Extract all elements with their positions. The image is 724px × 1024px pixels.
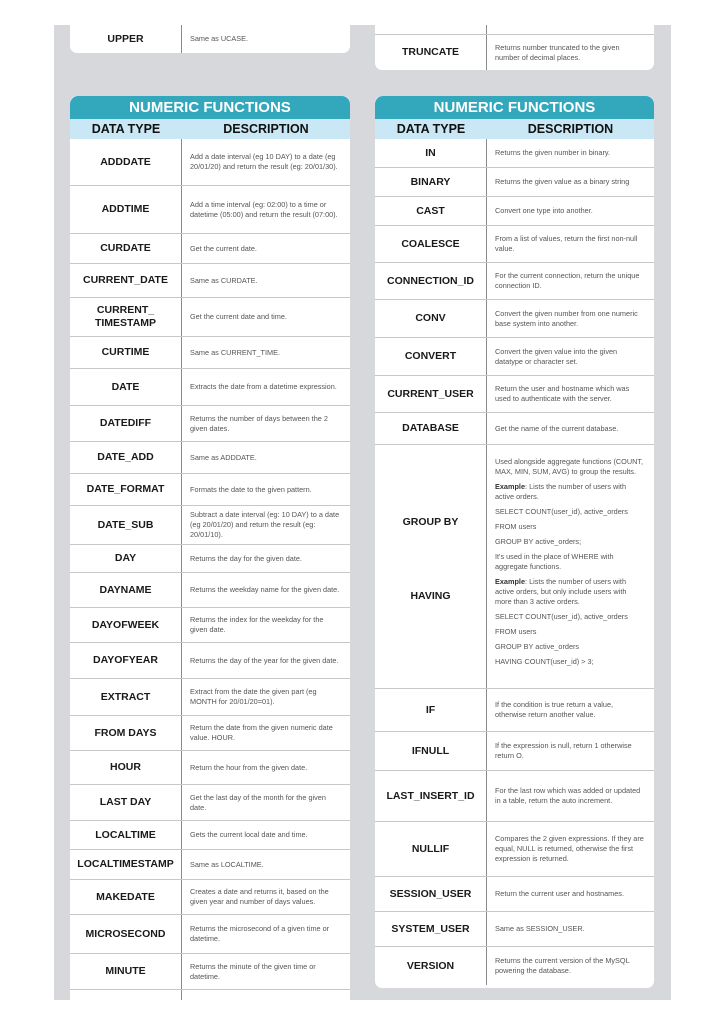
function-name: DAYNAME bbox=[70, 573, 182, 607]
function-description: Add a date interval (eg 10 DAY) to a date (eg 20/01/20) and return the result (eg: 20/01/30). bbox=[190, 152, 338, 171]
function-name: HOUR bbox=[70, 751, 182, 784]
function-description: Get the last day of the month for the given date. bbox=[190, 792, 326, 812]
function-description: Returns the weekday name for the given date. bbox=[190, 585, 340, 594]
function-description: For the last row which was added or updated in a table, return the auto increment. bbox=[495, 786, 641, 805]
function-name: SESSION_USER bbox=[375, 877, 487, 911]
function-name: FROM DAYS bbox=[70, 716, 182, 750]
function-name: DAY bbox=[70, 545, 182, 572]
function-name: ADDTIME bbox=[70, 186, 182, 233]
table-row bbox=[70, 915, 350, 954]
function-name: GROUP BY bbox=[402, 515, 459, 528]
table-body bbox=[375, 139, 654, 985]
function-description: If the expression is null, return 1 otherwise return O. bbox=[495, 741, 632, 760]
function-name: IN bbox=[375, 139, 487, 167]
table-body bbox=[70, 139, 350, 1000]
table-row bbox=[375, 168, 654, 197]
function-description: For the current connection, return the unique connection ID. bbox=[495, 271, 640, 290]
table-row bbox=[70, 954, 350, 990]
function-name: SYSTEM_USER bbox=[375, 912, 487, 946]
table-row bbox=[375, 689, 654, 732]
left-numeric-functions-table bbox=[70, 96, 350, 1000]
function-name: DAYOFYEAR bbox=[70, 643, 182, 678]
top-left-card bbox=[70, 25, 350, 53]
function-description: Returns number truncated to the given number of decimal places. bbox=[495, 42, 620, 62]
table-row bbox=[70, 298, 350, 337]
description-text: It's used in the place of WHERE with aggregate functions. bbox=[495, 552, 614, 571]
table-row bbox=[70, 716, 350, 751]
function-name: DATEDIFF bbox=[70, 406, 182, 441]
function-name-cut bbox=[375, 25, 487, 34]
code-line: GROUP BY active_orders bbox=[495, 642, 580, 651]
function-description: Same as CURDATE. bbox=[190, 275, 258, 285]
table-row bbox=[375, 338, 654, 376]
table-title: NUMERIC FUNCTIONS bbox=[70, 96, 350, 119]
function-name: CURTIME bbox=[70, 337, 182, 368]
function-name: CURRENT_ TIMESTAMP bbox=[70, 298, 182, 336]
function-name: DATE_SUB bbox=[70, 506, 182, 544]
function-description-cut bbox=[487, 25, 654, 34]
table-row bbox=[375, 226, 654, 263]
function-name: DATE_ADD bbox=[70, 442, 182, 473]
table-row bbox=[70, 234, 350, 264]
function-description: Convert one type into another. bbox=[495, 206, 593, 215]
function-description: Convert the given number from one numeric base system into another. bbox=[495, 308, 638, 328]
function-description bbox=[487, 445, 654, 688]
function-description: Same as SESSION_USER. bbox=[495, 924, 585, 933]
table-row bbox=[70, 186, 350, 234]
function-description: Creates a date and returns it, based on the given year and number of days values. bbox=[190, 887, 329, 906]
function-name: EXTRACT bbox=[70, 679, 182, 715]
table-row bbox=[375, 139, 654, 168]
function-description: Extract from the date the given part (eg MONTH for 20/01/20=01). bbox=[190, 687, 317, 706]
column-header-description: DESCRIPTION bbox=[223, 122, 309, 136]
function-description: Return the user and hostname which was used to authenticate with the server. bbox=[495, 384, 630, 403]
table-row bbox=[375, 732, 654, 771]
function-name: CURRENT_USER bbox=[375, 376, 487, 412]
function-name: DAYOFWEEK bbox=[70, 608, 182, 642]
function-name: UPPER bbox=[70, 25, 182, 53]
table-row bbox=[375, 877, 654, 912]
function-name: LOCALTIME bbox=[70, 821, 182, 849]
code-line: SELECT COUNT(user_id), active_orders bbox=[495, 507, 628, 516]
table-title: NUMERIC FUNCTIONS bbox=[375, 96, 654, 119]
function-name: DATE_FORMAT bbox=[70, 474, 182, 505]
description-text: Used alongside aggregate functions (COUNT, MAX, MIN, SUM, AVG) to group the results. bbox=[495, 457, 644, 476]
function-description: Same as CURRENT_TIME. bbox=[190, 347, 281, 357]
function-name: DATE bbox=[70, 369, 182, 405]
column-header-row bbox=[375, 119, 654, 139]
function-name: COALESCE bbox=[375, 226, 487, 262]
code-line: FROM users bbox=[495, 522, 537, 531]
table-row bbox=[70, 821, 350, 850]
code-line: FROM users bbox=[495, 627, 537, 636]
table-row bbox=[70, 406, 350, 442]
function-name: VERSION bbox=[375, 947, 487, 985]
function-name: CURRENT_DATE bbox=[70, 264, 182, 297]
table-row bbox=[70, 643, 350, 679]
table-row bbox=[70, 850, 350, 880]
function-name: CURDATE bbox=[70, 234, 182, 263]
function-description: Returns the microsecond of a given time or datetime. bbox=[190, 924, 330, 943]
function-description: Same as LOCALTIME. bbox=[190, 859, 264, 869]
function-name: CAST bbox=[375, 197, 487, 225]
function-description: Return the hour from the given date. bbox=[190, 762, 308, 772]
function-name-cut bbox=[70, 990, 182, 1000]
function-description: Get the current date and time. bbox=[190, 312, 287, 321]
function-name: LAST_INSERT_ID bbox=[375, 771, 487, 821]
function-description: Same as UCASE. bbox=[190, 34, 248, 43]
table-row bbox=[70, 679, 350, 716]
function-description: Return the date from the given numeric date value. HOUR. bbox=[190, 723, 333, 742]
function-description: Returns the day of the year for the given date. bbox=[190, 655, 339, 665]
function-name: BINARY bbox=[375, 168, 487, 196]
right-numeric-functions-table bbox=[375, 96, 654, 988]
table-row bbox=[375, 822, 654, 877]
function-description: Return the current user and hostnames. bbox=[495, 889, 624, 898]
table-row bbox=[375, 771, 654, 822]
function-name: LAST DAY bbox=[70, 785, 182, 820]
function-name: HAVING bbox=[410, 589, 451, 602]
table-row-group-by-having bbox=[375, 445, 654, 689]
function-description: Formats the date to the given pattern. bbox=[190, 484, 312, 494]
function-name: ADDDATE bbox=[70, 139, 182, 185]
column-header-data-type: DATA TYPE bbox=[396, 122, 466, 136]
function-name: LOCALTIMESTAMP bbox=[70, 850, 182, 879]
function-description-cut bbox=[182, 990, 350, 1000]
example-text: Example: Lists the number of users with active orders, but only include users with more than 3 active orders. bbox=[495, 577, 627, 606]
top-right-card bbox=[375, 25, 654, 70]
function-description: Compares the 2 given expressions. If they are equal, NULL is returned, otherwise the first expression is returned. bbox=[495, 834, 644, 863]
function-name: DATABASE bbox=[375, 413, 487, 444]
function-name: MINUTE bbox=[70, 954, 182, 989]
table-row bbox=[375, 197, 654, 226]
function-name: NULLIF bbox=[375, 822, 487, 876]
function-description: Get the current date. bbox=[190, 243, 257, 253]
function-description: Returns the minute of the given time or datetime. bbox=[190, 961, 316, 981]
function-description: Convert the given value into the given datatype or character set. bbox=[495, 346, 618, 366]
table-row bbox=[70, 608, 350, 643]
function-name-group bbox=[375, 445, 487, 688]
table-row bbox=[70, 545, 350, 573]
function-description: Get the name of the current database. bbox=[495, 423, 619, 433]
function-name: CONV bbox=[375, 300, 487, 337]
table-row bbox=[70, 25, 350, 53]
function-description: Subtract a date interval (eg: 10 DAY) to a date (eg 20/01/20) and return the result (eg: 20/01/10). bbox=[190, 510, 340, 539]
function-description: If the condition is true return a value, otherwise return another value. bbox=[495, 700, 614, 719]
table-row bbox=[375, 300, 654, 338]
table-row bbox=[375, 413, 654, 445]
function-description: Returns the number of days between the 2 given dates. bbox=[190, 413, 328, 433]
table-row bbox=[375, 947, 654, 985]
table-row bbox=[70, 337, 350, 369]
column-header-row bbox=[70, 119, 350, 139]
function-description: From a list of values, return the first non-null value. bbox=[495, 234, 638, 253]
code-line: GROUP BY active_orders; bbox=[495, 537, 582, 546]
function-description: Returns the current version of the MySQL powering the database. bbox=[495, 956, 630, 975]
table-row bbox=[70, 474, 350, 506]
table-row bbox=[70, 573, 350, 608]
table-row bbox=[70, 751, 350, 785]
function-description: Returns the day for the given date. bbox=[190, 553, 302, 563]
table-row-cut bbox=[70, 990, 350, 1000]
function-description: Extracts the date from a datetime expression. bbox=[190, 382, 337, 391]
function-name: IFNULL bbox=[375, 732, 487, 770]
code-line: SELECT COUNT(user_id), active_orders bbox=[495, 612, 628, 621]
function-name: CONNECTION_ID bbox=[375, 263, 487, 299]
table-row bbox=[375, 263, 654, 300]
table-row bbox=[70, 442, 350, 474]
function-description: Gets the current local date and time. bbox=[190, 830, 308, 839]
function-name: MAKEDATE bbox=[70, 880, 182, 914]
function-name: MICROSECOND bbox=[70, 915, 182, 953]
function-name: CONVERT bbox=[375, 338, 487, 375]
table-row-cut bbox=[375, 25, 654, 35]
example-text: Example: Lists the number of users with active orders. bbox=[495, 482, 626, 501]
table-row bbox=[70, 139, 350, 186]
column-header-description: DESCRIPTION bbox=[527, 122, 614, 136]
table-row bbox=[375, 376, 654, 413]
function-description: Returns the given number in binary. bbox=[495, 148, 611, 157]
function-description: Add a time interval (eg: 02:00) to a time or datetime (05:00) and return the result (07:00). bbox=[190, 199, 338, 219]
function-description: Returns the given value as a binary string bbox=[495, 177, 630, 186]
function-description: Same as ADDDATE. bbox=[190, 452, 257, 462]
function-name: IF bbox=[375, 689, 487, 731]
table-row bbox=[375, 35, 654, 70]
function-name: TRUNCATE bbox=[375, 35, 487, 70]
table-row bbox=[375, 912, 654, 947]
table-row bbox=[70, 369, 350, 406]
function-description: Returns the index for the weekday for the given date. bbox=[190, 615, 324, 634]
column-header-data-type: DATA TYPE bbox=[91, 122, 161, 136]
table-row bbox=[70, 880, 350, 915]
table-row bbox=[70, 785, 350, 821]
code-line: HAVING COUNT(user_id) > 3; bbox=[495, 657, 594, 666]
table-row bbox=[70, 264, 350, 298]
table-row bbox=[70, 506, 350, 545]
